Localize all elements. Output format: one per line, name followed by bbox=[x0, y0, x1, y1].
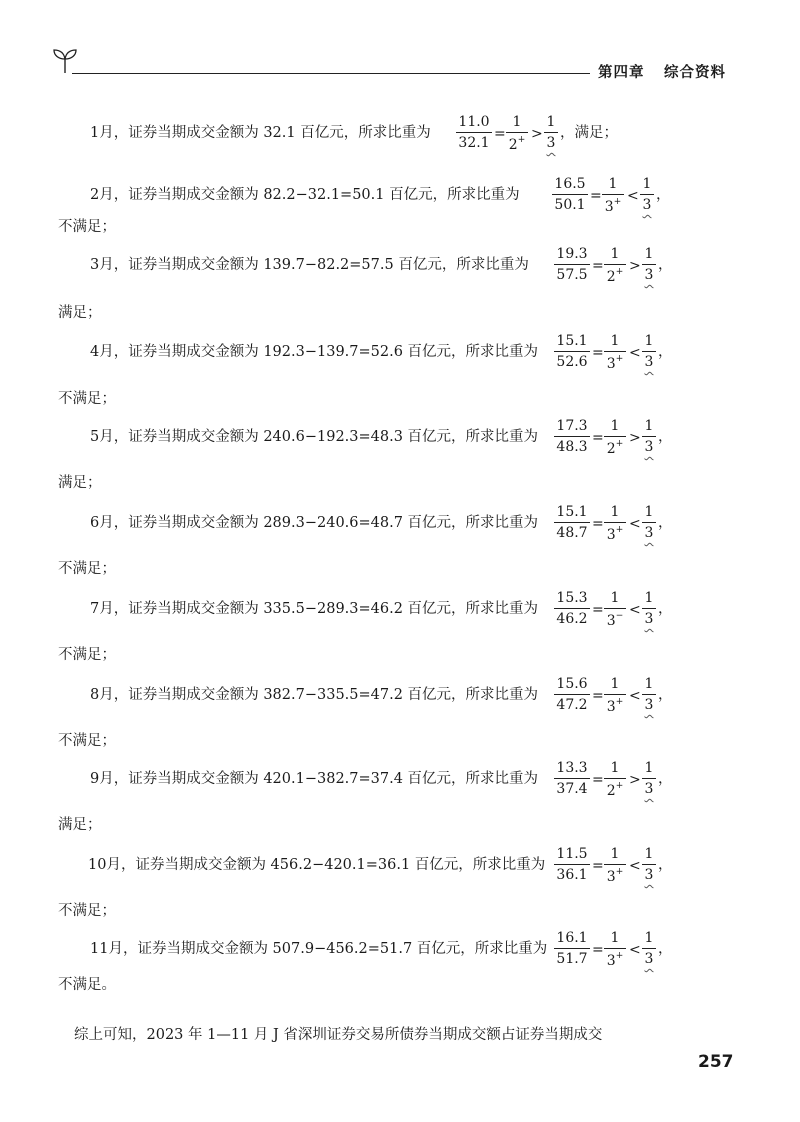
equals-sign: = bbox=[592, 602, 604, 618]
ratio-numerator: 11.0 bbox=[456, 115, 492, 133]
third-numerator: 1 bbox=[642, 677, 656, 695]
ratio-numerator: 11.5 bbox=[554, 847, 590, 865]
approx-fraction bbox=[604, 247, 626, 284]
ratio-fraction bbox=[456, 115, 492, 150]
trailing-text: ， bbox=[658, 515, 673, 531]
approx-fraction bbox=[604, 677, 626, 714]
approx-fraction bbox=[604, 761, 626, 798]
third-denominator: 3 bbox=[644, 525, 654, 541]
approx-sign: + bbox=[615, 867, 624, 877]
ratio-numerator: 15.1 bbox=[554, 505, 590, 523]
approx-sign: + bbox=[615, 697, 624, 707]
month-text: 10月，证券当期成交金额为 456.2−420.1=36.1 百亿元，所求比重为 bbox=[88, 857, 546, 873]
approx-fraction bbox=[604, 591, 626, 628]
approx-fraction bbox=[604, 505, 626, 542]
continuation-text: 不满足； bbox=[58, 903, 116, 919]
approx-denominator-value: 3 bbox=[606, 953, 616, 969]
trailing-text: ， bbox=[656, 187, 671, 203]
approx-denominator-value: 3 bbox=[606, 699, 616, 715]
ratio-numerator: 13.3 bbox=[554, 761, 590, 779]
third-denominator: 3 bbox=[644, 781, 654, 797]
third-denominator: 3 bbox=[644, 951, 654, 967]
third-numerator: 1 bbox=[640, 177, 654, 195]
third-fraction bbox=[544, 115, 558, 150]
approx-numerator: 1 bbox=[604, 247, 626, 265]
page-header bbox=[0, 0, 800, 90]
approx-sign: + bbox=[615, 781, 624, 791]
ratio-denominator: 36.1 bbox=[556, 867, 588, 883]
continuation-text: 不满足； bbox=[58, 561, 116, 577]
approx-fraction bbox=[602, 177, 624, 214]
approx-numerator: 1 bbox=[604, 505, 626, 523]
approx-denominator bbox=[604, 609, 626, 628]
approx-numerator: 1 bbox=[604, 591, 626, 609]
third-fraction bbox=[642, 505, 656, 540]
third-denominator: 3 bbox=[644, 354, 654, 370]
equals-sign: = bbox=[592, 430, 604, 446]
comparison-sign: < bbox=[629, 942, 641, 958]
continuation-text: 不满足； bbox=[58, 647, 116, 663]
sprout-icon bbox=[52, 44, 78, 74]
ratio-numerator: 16.5 bbox=[552, 177, 588, 195]
ratio-denominator: 46.2 bbox=[556, 611, 588, 627]
third-fraction bbox=[642, 677, 656, 712]
month-text: 2月，证券当期成交金额为 82.2−32.1=50.1 百亿元，所求比重为 bbox=[90, 187, 520, 203]
trailing-text: ， bbox=[658, 601, 673, 617]
approx-numerator: 1 bbox=[604, 847, 626, 865]
third-denominator: 3 bbox=[644, 697, 654, 713]
approx-numerator: 1 bbox=[506, 115, 528, 133]
approx-denominator bbox=[604, 265, 626, 284]
ratio-denominator: 32.1 bbox=[458, 135, 490, 151]
equals-sign: = bbox=[592, 858, 604, 874]
approx-denominator bbox=[604, 779, 626, 798]
equals-sign: = bbox=[592, 258, 604, 274]
continuation-text: 满足； bbox=[58, 305, 102, 321]
ratio-denominator: 52.6 bbox=[556, 354, 588, 370]
approx-sign: + bbox=[615, 354, 624, 364]
equals-sign: = bbox=[592, 688, 604, 704]
third-numerator: 1 bbox=[642, 334, 656, 352]
approx-numerator: 1 bbox=[604, 334, 626, 352]
ratio-fraction bbox=[554, 761, 590, 796]
ratio-denominator: 50.1 bbox=[554, 197, 586, 213]
comparison-sign: < bbox=[629, 516, 641, 532]
ratio-fraction bbox=[554, 847, 590, 882]
third-denominator: 3 bbox=[642, 197, 652, 213]
summary-text: 综上可知，2023 年 1—11 月 J 省深圳证券交易所债券当期成交额占证券当期成交 bbox=[74, 1027, 603, 1043]
third-denominator: 3 bbox=[644, 439, 654, 455]
third-numerator: 1 bbox=[642, 931, 656, 949]
equals-sign: = bbox=[592, 516, 604, 532]
month-text: 1月，证券当期成交金额为 32.1 百亿元，所求比重为 bbox=[90, 125, 431, 141]
third-numerator: 1 bbox=[642, 761, 656, 779]
comparison-sign: < bbox=[629, 688, 641, 704]
trailing-text: ， bbox=[658, 857, 673, 873]
chapter-label: 第四章 bbox=[598, 65, 645, 81]
trailing-text: ， bbox=[658, 687, 673, 703]
comparison-sign: > bbox=[629, 258, 641, 274]
third-numerator: 1 bbox=[642, 419, 656, 437]
approx-numerator: 1 bbox=[604, 419, 626, 437]
month-text: 6月，证券当期成交金额为 289.3−240.6=48.7 百亿元，所求比重为 bbox=[90, 515, 539, 531]
trailing-text: ，满足； bbox=[560, 125, 618, 141]
equals-sign: = bbox=[592, 942, 604, 958]
continuation-text: 不满足； bbox=[58, 391, 116, 407]
comparison-sign: < bbox=[629, 858, 641, 874]
third-denominator: 3 bbox=[546, 135, 556, 151]
third-fraction bbox=[642, 591, 656, 626]
ratio-numerator: 19.3 bbox=[554, 247, 590, 265]
month-text: 3月，证券当期成交金额为 139.7−82.2=57.5 百亿元，所求比重为 bbox=[90, 257, 529, 273]
approx-numerator: 1 bbox=[604, 677, 626, 695]
ratio-numerator: 15.3 bbox=[554, 591, 590, 609]
continuation-text: 不满足。 bbox=[58, 977, 116, 993]
comparison-sign: > bbox=[531, 126, 543, 142]
approx-denominator-value: 3 bbox=[606, 356, 616, 372]
ratio-fraction bbox=[554, 591, 590, 626]
equals-sign: = bbox=[590, 188, 602, 204]
third-numerator: 1 bbox=[544, 115, 558, 133]
trailing-text: ， bbox=[658, 429, 673, 445]
third-fraction bbox=[640, 177, 654, 212]
approx-fraction bbox=[604, 931, 626, 968]
third-numerator: 1 bbox=[642, 505, 656, 523]
approx-denominator bbox=[604, 437, 626, 456]
third-denominator: 3 bbox=[644, 267, 654, 283]
header-rule bbox=[72, 73, 590, 74]
approx-sign: + bbox=[613, 197, 622, 207]
approx-fraction bbox=[604, 847, 626, 884]
equals-sign: = bbox=[592, 345, 604, 361]
approx-sign: + bbox=[615, 525, 624, 535]
ratio-numerator: 16.1 bbox=[554, 931, 590, 949]
third-numerator: 1 bbox=[642, 247, 656, 265]
third-fraction bbox=[642, 419, 656, 454]
third-fraction bbox=[642, 334, 656, 369]
approx-sign: + bbox=[615, 951, 624, 961]
continuation-text: 满足； bbox=[58, 817, 102, 833]
comparison-sign: > bbox=[629, 772, 641, 788]
approx-denominator-value: 2 bbox=[606, 269, 616, 285]
month-text: 9月，证券当期成交金额为 420.1−382.7=37.4 百亿元，所求比重为 bbox=[90, 771, 539, 787]
trailing-text: ， bbox=[658, 344, 673, 360]
month-text: 5月，证券当期成交金额为 240.6−192.3=48.3 百亿元，所求比重为 bbox=[90, 429, 539, 445]
section-label: 综合资料 bbox=[664, 65, 726, 81]
approx-numerator: 1 bbox=[604, 761, 626, 779]
continuation-text: 满足； bbox=[58, 475, 102, 491]
approx-denominator bbox=[506, 133, 528, 152]
ratio-denominator: 47.2 bbox=[556, 697, 588, 713]
comparison-sign: < bbox=[629, 602, 641, 618]
ratio-numerator: 17.3 bbox=[554, 419, 590, 437]
trailing-text: ， bbox=[658, 941, 673, 957]
approx-denominator bbox=[604, 865, 626, 884]
approx-sign: − bbox=[615, 611, 624, 621]
equals-sign: = bbox=[494, 126, 506, 142]
ratio-denominator: 57.5 bbox=[556, 267, 588, 283]
approx-denominator bbox=[602, 195, 624, 214]
third-fraction bbox=[642, 931, 656, 966]
approx-sign: + bbox=[615, 439, 624, 449]
approx-denominator-value: 3 bbox=[606, 527, 616, 543]
ratio-denominator: 51.7 bbox=[556, 951, 588, 967]
trailing-text: ， bbox=[658, 257, 673, 273]
comparison-sign: > bbox=[629, 430, 641, 446]
ratio-fraction bbox=[554, 334, 590, 369]
third-fraction bbox=[642, 847, 656, 882]
approx-denominator-value: 2 bbox=[606, 441, 616, 457]
approx-sign: + bbox=[615, 267, 624, 277]
approx-denominator bbox=[604, 352, 626, 371]
approx-denominator-value: 3 bbox=[606, 613, 616, 629]
approx-sign: + bbox=[517, 135, 526, 145]
third-denominator: 3 bbox=[644, 867, 654, 883]
month-text: 7月，证券当期成交金额为 335.5−289.3=46.2 百亿元，所求比重为 bbox=[90, 601, 539, 617]
third-denominator: 3 bbox=[644, 611, 654, 627]
approx-denominator-value: 2 bbox=[508, 137, 518, 153]
approx-denominator bbox=[604, 695, 626, 714]
third-numerator: 1 bbox=[642, 591, 656, 609]
approx-fraction bbox=[506, 115, 528, 152]
ratio-fraction bbox=[554, 677, 590, 712]
ratio-numerator: 15.6 bbox=[554, 677, 590, 695]
approx-denominator-value: 3 bbox=[606, 869, 616, 885]
month-text: 8月，证券当期成交金额为 382.7−335.5=47.2 百亿元，所求比重为 bbox=[90, 687, 539, 703]
ratio-denominator: 48.3 bbox=[556, 439, 588, 455]
approx-fraction bbox=[604, 334, 626, 371]
approx-denominator bbox=[604, 949, 626, 968]
page-number: 257 bbox=[698, 1052, 734, 1072]
approx-numerator: 1 bbox=[604, 931, 626, 949]
third-numerator: 1 bbox=[642, 847, 656, 865]
approx-denominator bbox=[604, 523, 626, 542]
ratio-fraction bbox=[552, 177, 588, 212]
continuation-text: 不满足； bbox=[58, 733, 116, 749]
ratio-denominator: 48.7 bbox=[556, 525, 588, 541]
ratio-fraction bbox=[554, 505, 590, 540]
comparison-sign: < bbox=[629, 345, 641, 361]
approx-numerator: 1 bbox=[602, 177, 624, 195]
third-fraction bbox=[642, 761, 656, 796]
ratio-fraction bbox=[554, 931, 590, 966]
ratio-fraction bbox=[554, 247, 590, 282]
approx-denominator-value: 2 bbox=[606, 783, 616, 799]
ratio-denominator: 37.4 bbox=[556, 781, 588, 797]
month-text: 11月，证券当期成交金额为 507.9−456.2=51.7 百亿元，所求比重为 bbox=[90, 941, 548, 957]
third-fraction bbox=[642, 247, 656, 282]
trailing-text: ， bbox=[658, 771, 673, 787]
continuation-text: 不满足； bbox=[58, 219, 116, 235]
month-text: 4月，证券当期成交金额为 192.3−139.7=52.6 百亿元，所求比重为 bbox=[90, 344, 539, 360]
ratio-fraction bbox=[554, 419, 590, 454]
equals-sign: = bbox=[592, 772, 604, 788]
ratio-numerator: 15.1 bbox=[554, 334, 590, 352]
approx-denominator-value: 3 bbox=[604, 199, 614, 215]
comparison-sign: < bbox=[627, 188, 639, 204]
approx-fraction bbox=[604, 419, 626, 456]
